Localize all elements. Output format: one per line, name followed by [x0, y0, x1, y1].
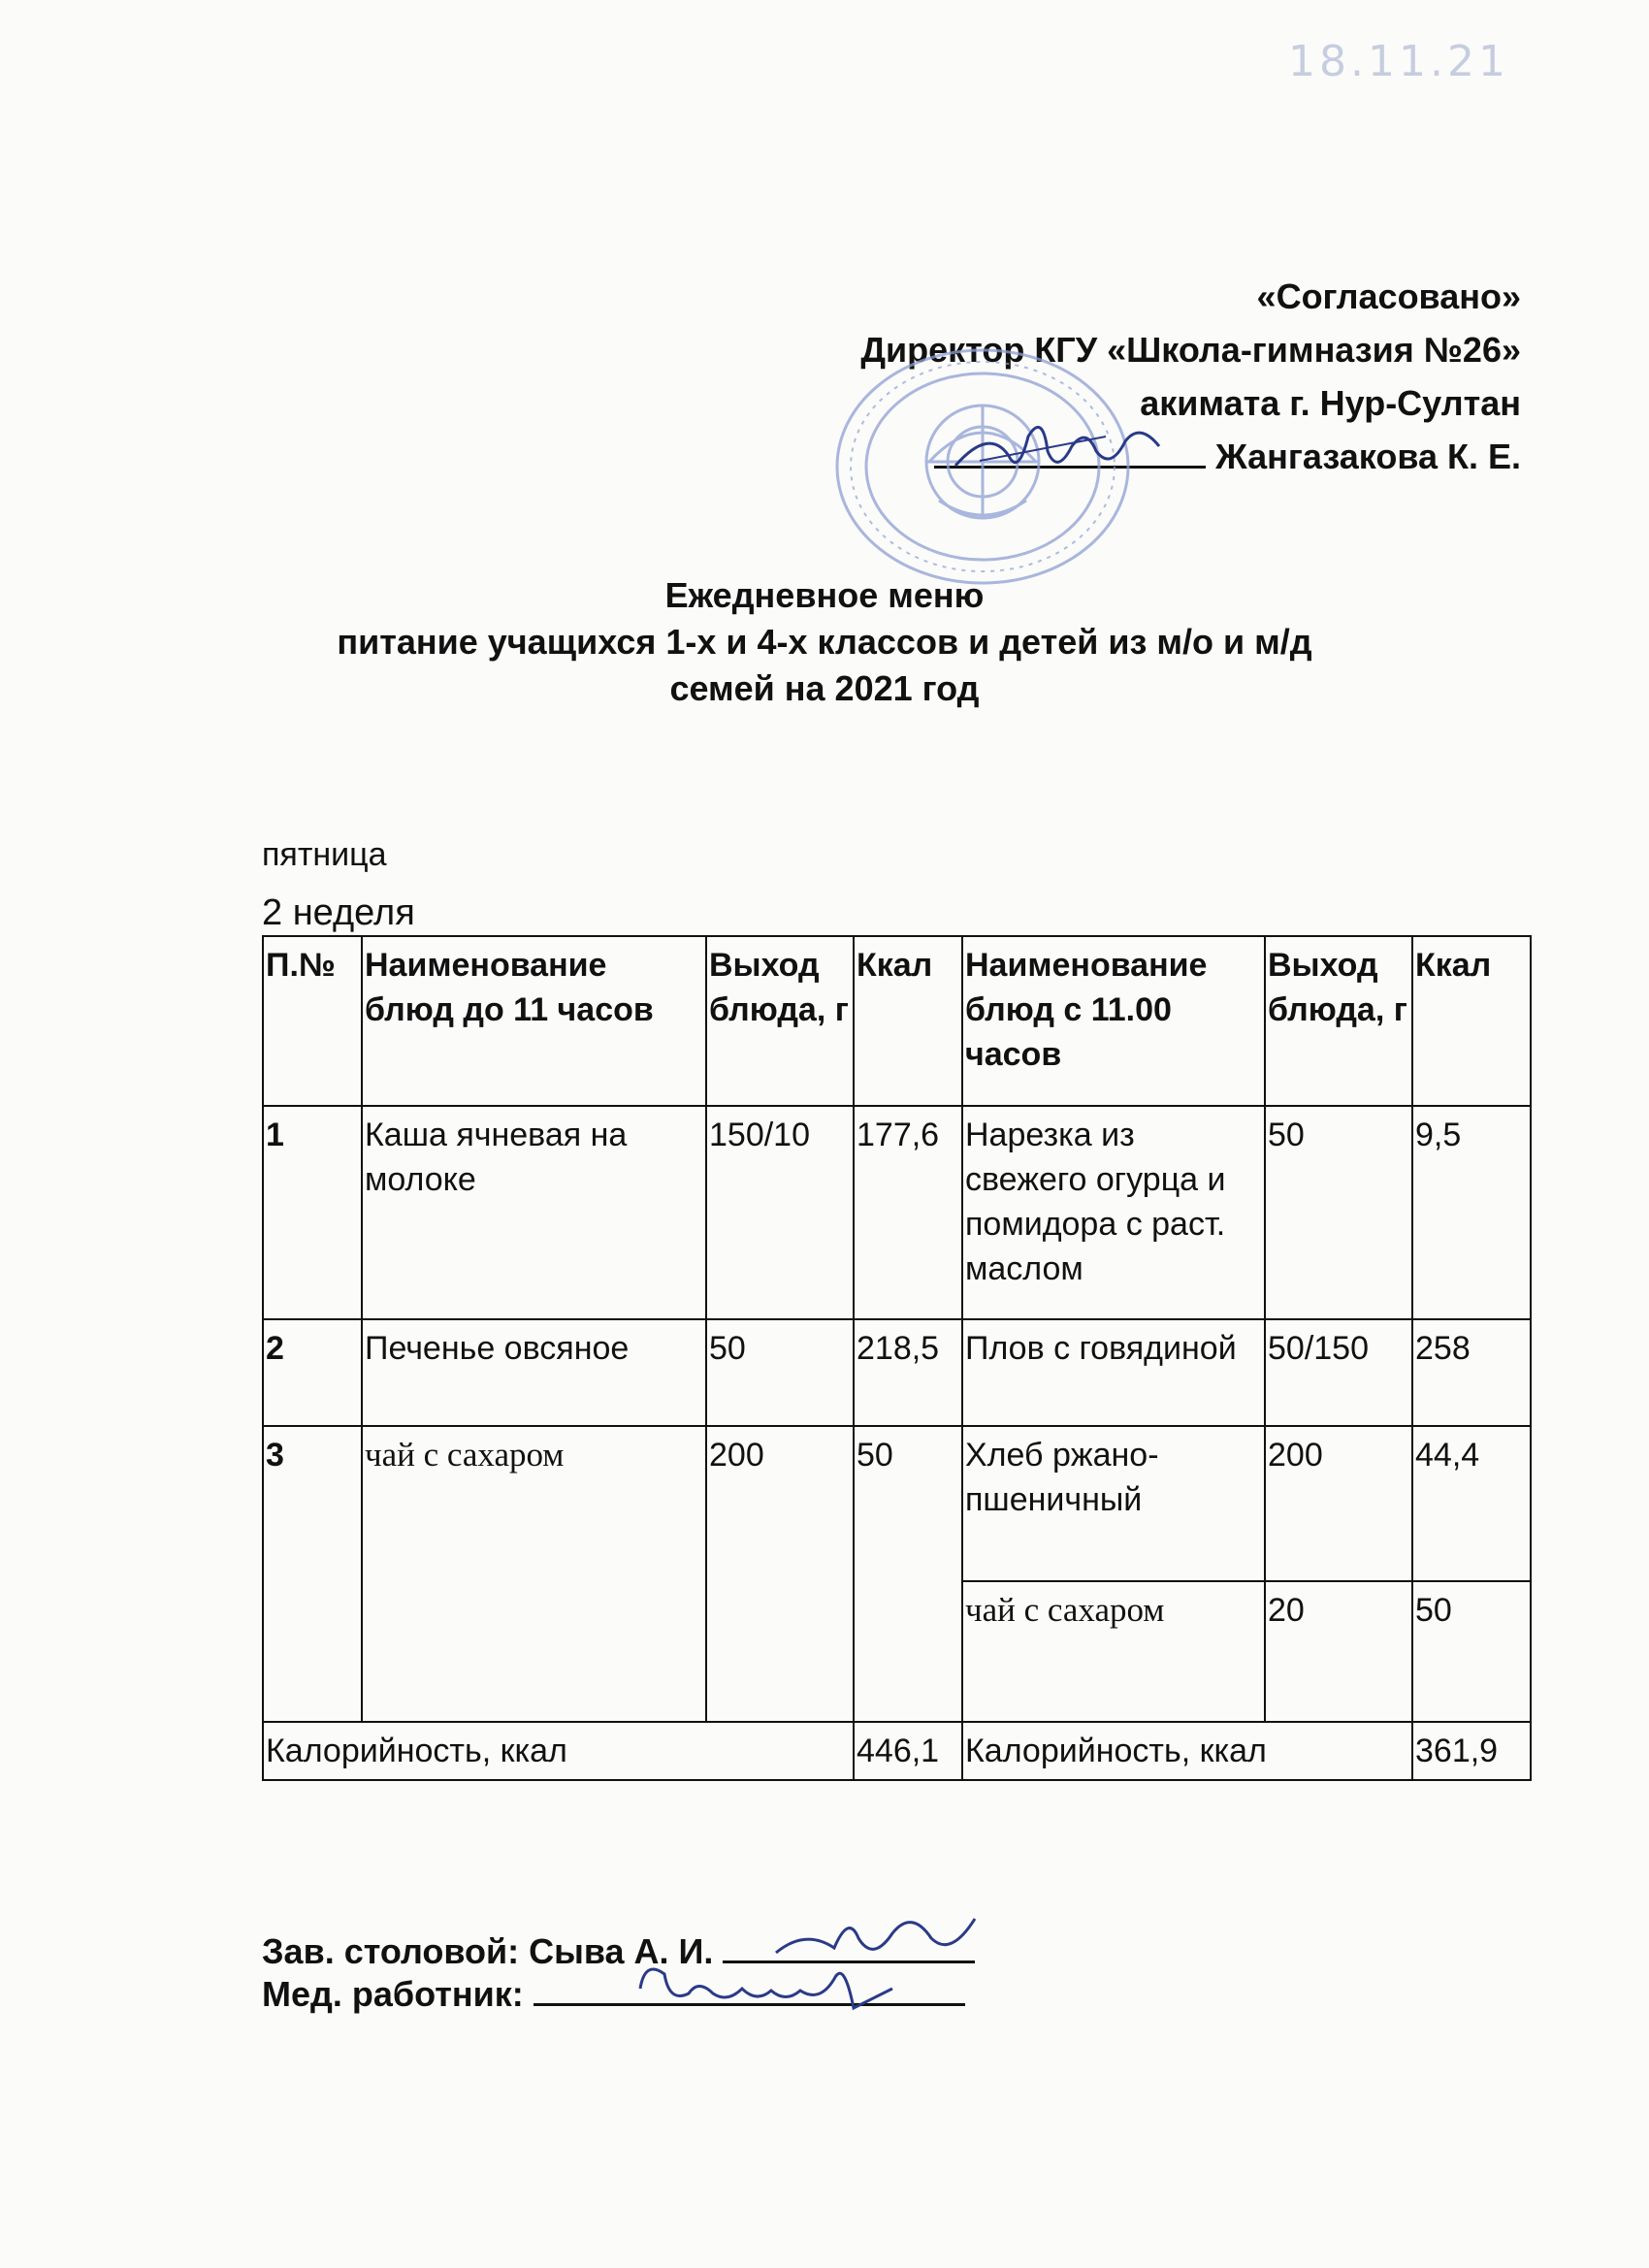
kcal-2: 258 — [1412, 1319, 1531, 1426]
dish-before-11: Каша ячневая на молоке — [362, 1106, 706, 1319]
output-2: 50/150 — [1265, 1319, 1412, 1426]
total-label-before-11: Калорийность, ккал — [263, 1722, 854, 1780]
header-number: П.№ — [263, 936, 362, 1106]
kcal-2: 9,5 — [1412, 1106, 1531, 1319]
approval-name: Жангазакова К. Е. — [1215, 437, 1521, 476]
output-1: 200 — [706, 1426, 854, 1722]
title-line-1: Ежедневное меню — [664, 575, 985, 615]
header-output-1: Выход блюда, г — [706, 936, 854, 1106]
medic-signature — [630, 1950, 902, 2027]
dish-before-11: чай с сахаром — [362, 1426, 706, 1722]
dish-before-11: Печенье овсяное — [362, 1319, 706, 1426]
kcal-2: 44,4 — [1412, 1426, 1531, 1581]
director-signature — [951, 407, 1164, 485]
table-row — [263, 1319, 1531, 1426]
title-line-2: питание учащихся 1-х и 4-х классов и детей из м/о и м/д — [337, 622, 1312, 662]
table-total-row — [263, 1722, 1531, 1780]
kcal-1: 50 — [854, 1426, 962, 1722]
table-row — [263, 1426, 1531, 1581]
total-label-after-11: Калорийность, ккал — [962, 1722, 1412, 1780]
cook-label: Зав. столовой: Сыва А. И. — [262, 1931, 714, 1971]
row-number: 2 — [263, 1319, 362, 1426]
output-1: 150/10 — [706, 1106, 854, 1319]
approval-director: Директор КГУ «Школа-гимназия №26» — [860, 330, 1521, 370]
dish-after-11: чай с сахаром — [962, 1581, 1265, 1722]
header-kcal-1: Ккал — [854, 936, 962, 1106]
table-header-row — [263, 936, 1531, 1106]
row-number: 3 — [263, 1426, 362, 1722]
dish-after-11: Хлеб ржано-пшеничный — [962, 1426, 1265, 1581]
approval-heading: «Согласовано» — [1256, 276, 1521, 316]
total-kcal-after-11: 361,9 — [1412, 1722, 1531, 1780]
week-number: 2 неделя — [262, 892, 415, 933]
header-kcal-2: Ккал — [1412, 936, 1531, 1106]
row-number: 1 — [263, 1106, 362, 1319]
table-row — [263, 1106, 1531, 1319]
header-dish-before-11: Наименование блюд до 11 часов — [362, 936, 706, 1106]
menu-table — [262, 935, 1532, 1781]
output-2: 20 — [1265, 1581, 1412, 1722]
day-of-week: пятница — [262, 836, 387, 873]
header-output-2: Выход блюда, г — [1265, 936, 1412, 1106]
output-2: 50 — [1265, 1106, 1412, 1319]
approval-akimat: акимата г. Нур-Султан — [1140, 383, 1521, 423]
dish-after-11: Нарезка из свежего огурца и помидора с раст. маслом — [962, 1106, 1265, 1319]
dish-after-11: Плов с говядиной — [962, 1319, 1265, 1426]
document-title — [0, 572, 1649, 712]
output-1: 50 — [706, 1319, 854, 1426]
corner-date-note: 18.11.21 — [1288, 37, 1509, 86]
medic-label: Мед. работник: — [262, 1974, 524, 2014]
output-2: 200 — [1265, 1426, 1412, 1581]
title-line-3: семей на 2021 год — [669, 668, 980, 708]
kcal-1: 218,5 — [854, 1319, 962, 1426]
kcal-2: 50 — [1412, 1581, 1531, 1722]
kcal-1: 177,6 — [854, 1106, 962, 1319]
header-dish-after-11: Наименование блюд с 11.00 часов — [962, 936, 1265, 1106]
total-kcal-before-11: 446,1 — [854, 1722, 962, 1780]
